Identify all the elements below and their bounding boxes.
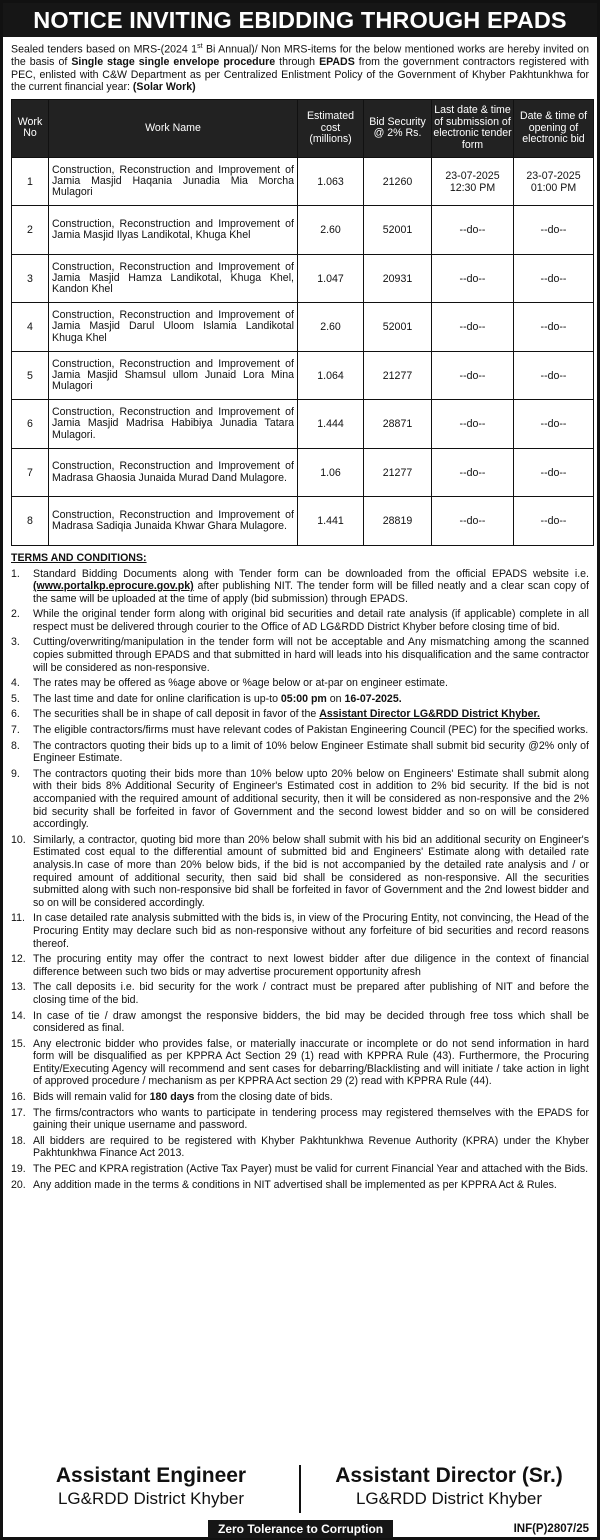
term-item: 5. The last time and date for online clarification is up-to 05:00 pm on 16-07-2025. xyxy=(11,692,402,705)
header-work-no: Work No xyxy=(12,99,49,157)
cell-security: 21277 xyxy=(364,351,432,400)
cell-security: 20931 xyxy=(364,254,432,303)
term-item: 8. The contractors quoting their bids up to a limit of 10% below Engineer Estimate shall submit bid security @2% only of Engineer Estimate. xyxy=(11,739,589,765)
cell-cost: 1.444 xyxy=(298,400,364,449)
cell-security: 21277 xyxy=(364,448,432,497)
cell-submission: --do-- xyxy=(432,497,514,546)
cell-cost: 2.60 xyxy=(298,206,364,255)
intro-paragraph: Sealed tenders based on MRS-(2024 1st Bi Annual)/ Non MRS-items for the below mentioned works are hereby invited on the basis of Single stage single envelope procedure through EPADS from the government contractors registered with PEC, enlisted with C&W Department as per Centralized Enlistment Policy of the Government of Khyber Pakhtunkhwa for the current financial year: (Solar Work) xyxy=(11,43,589,94)
cell-work-no: 2 xyxy=(12,206,49,255)
term-item: 16. Bids will remain valid for 180 days from the closing date of bids. xyxy=(11,1091,333,1104)
header-estimated-cost: Estimated cost (millions) xyxy=(298,99,364,157)
term-item: 14. In case of tie / draw amongst the responsive bidders, the bid may be decided through free toss which shall be considered as final. xyxy=(11,1009,589,1035)
cell-cost: 1.441 xyxy=(298,497,364,546)
terms-and-conditions xyxy=(11,552,589,1191)
cell-submission: --do-- xyxy=(432,351,514,400)
cell-submission: --do-- xyxy=(432,448,514,497)
cell-submission: --do-- xyxy=(432,254,514,303)
cell-work-no: 1 xyxy=(12,157,49,206)
signature-right xyxy=(301,1463,597,1517)
cell-work-name: Construction, Reconstruction and Improvement of Jamia Masjid Ilyas Landikotal, Khuga Khel xyxy=(49,206,298,255)
term-item: 7. The eligible contractors/firms must have relevant codes of Pakistan Engineering Council (PEC) for the specified works. xyxy=(11,724,589,737)
cell-security: 28871 xyxy=(364,400,432,449)
cell-opening: --do-- xyxy=(514,448,594,497)
term-item: 11. In case detailed rate analysis submitted with the bids is, in view of the Procuring Entity, not convincing, the Head of the Procuring Entity may declare such bid as non-responsive without any forfeiture of bid securities and record reasons thereof. xyxy=(11,912,589,950)
slogan-banner: Zero Tolerance to Corruption xyxy=(208,1520,393,1538)
cell-security: 52001 xyxy=(364,303,432,352)
terms-heading: TERMS AND CONDITIONS: xyxy=(11,551,147,564)
cell-security: 28819 xyxy=(364,497,432,546)
signature-left xyxy=(3,1463,299,1517)
cell-submission: --do-- xyxy=(432,400,514,449)
cell-opening: --do-- xyxy=(514,351,594,400)
works-table xyxy=(11,99,594,546)
cell-work-no: 6 xyxy=(12,400,49,449)
table-row xyxy=(12,206,594,255)
signatory-role: Assistant Director (Sr.) xyxy=(335,1464,563,1487)
cell-cost: 2.60 xyxy=(298,303,364,352)
term-item: 20. Any addition made in the terms & conditions in NIT advertised shall be implemented as per KPPRA Act & Rules. xyxy=(11,1178,557,1191)
cell-work-name: Construction, Reconstruction and Improvement of Jamia Masjid Hamza Landikotal, Khuga Khel, Kandon Khel xyxy=(49,254,298,303)
header-opening-date: Date & time of opening of electronic bid xyxy=(514,99,594,157)
term-item: 19. The PEC and KPRA registration (Active Tax Payer) must be valid for current Financial Year and attached with the Bids. xyxy=(11,1163,589,1176)
term-item: 13. The call deposits i.e. bid security for the work / contract must be prepared after publishing of NIT and before the closing time of the bid. xyxy=(11,981,589,1006)
table-row xyxy=(12,448,594,497)
cell-opening: --do-- xyxy=(514,497,594,546)
cell-cost: 1.063 xyxy=(298,157,364,206)
cell-work-no: 8 xyxy=(12,497,49,546)
header-work-name: Work Name xyxy=(49,99,298,157)
term-item: 17. The firms/contractors who wants to participate in tendering process may registered themselves with the EPADS for gaining their unique username and password. xyxy=(11,1106,589,1132)
table-row xyxy=(12,400,594,449)
advertisement-reference: INF(P)2807/25 xyxy=(513,1523,589,1535)
cell-submission: --do-- xyxy=(432,206,514,255)
cell-work-name: Construction, Reconstruction and Improvement of Madrasa Sadiqia Junaida Khwar Ghara Mulagore. xyxy=(49,497,298,546)
notice-title: NOTICE INVITING EBIDDING THROUGH EPADS xyxy=(3,3,597,37)
header-submission-date: Last date & time of submission of electronic tender form xyxy=(432,99,514,157)
cell-opening: --do-- xyxy=(514,303,594,352)
term-item: 1. Standard Bidding Documents along with Tender form can be downloaded from the official EPADS website i.e. (www.portalkp.eprocure.gov.pk) after publishing NIT. The tender form will be filled neatly and a clear scan copy of the same will be uploaded at the time of apply (bid submission) through EPADS. xyxy=(11,567,589,605)
term-item: 4. The rates may be offered as %age above or %age below or at-par on engineer estimate. xyxy=(11,677,448,690)
term-item: 2. While the original tender form along with original bid securities and detail rate analysis (if applicable) complete in all respect must be delivered through courier to the Office of AD LG&RDD District Khyber before closing time of bid. xyxy=(11,608,589,633)
cell-work-name: Construction, Reconstruction and Improvement of Jamia Masjid Shamsul ullom Junaid Lora Mina Mulagori xyxy=(49,351,298,400)
signatory-role: Assistant Engineer xyxy=(55,1464,247,1487)
table-row xyxy=(12,254,594,303)
cell-cost: 1.047 xyxy=(298,254,364,303)
header-bid-security: Bid Security @ 2% Rs. xyxy=(364,99,432,157)
cell-work-name: Construction, Reconstruction and Improvement of Jamia Masjid Darul Uloom Islamia Landikotal Khuga Khel xyxy=(49,303,298,352)
term-item: 12. The procuring entity may offer the contract to next lowest bidder after due diligence in the context of financial difference between such two bids or may advertise procurement opportunity afresh xyxy=(11,953,589,978)
term-item: 18. All bidders are required to be registered with Khyber Pakhtunkhwa Revenue Authority (KPRA) under the Khyber Pakhtunkhwa Finance Act 2013. xyxy=(11,1134,589,1160)
cell-opening: --do-- xyxy=(514,254,594,303)
cell-work-no: 4 xyxy=(12,303,49,352)
cell-submission: 23-07-2025 12:30 PM xyxy=(432,157,514,206)
cell-opening: 23-07-2025 01:00 PM xyxy=(514,157,594,206)
table-row xyxy=(12,157,594,206)
table-row xyxy=(12,351,594,400)
cell-work-no: 3 xyxy=(12,254,49,303)
table-row xyxy=(12,497,594,546)
signatory-department: LG&RDD District Khyber xyxy=(355,1489,543,1508)
term-item: 10. Similarly, a contractor, quoting bid more than 20% below shall submit with his bid an additional security on Engineer's Estimated cost equal to the differential amount of submitted bid and Engineers' Estimate along with detailed rate analysis.In case of more than 20% below bids, if the bid is not accompanied by the detailed rate analysis and / or required amount of additional security, then said bid shall be considered as non-responsive. All the securities submitted along with such non-responsive bid shall be forfeited in favor of Government and the 2nd lowest bidder and so on will be considered accordingly. xyxy=(11,833,589,909)
cell-security: 52001 xyxy=(364,206,432,255)
cell-security: 21260 xyxy=(364,157,432,206)
cell-work-name: Construction, Reconstruction and Improvement of Madrasa Ghaosia Junaida Murad Dand Mulagore. xyxy=(49,448,298,497)
cell-opening: --do-- xyxy=(514,400,594,449)
cell-cost: 1.06 xyxy=(298,448,364,497)
signature-block xyxy=(3,1463,597,1517)
cell-work-name: Construction, Reconstruction and Improvement of Jamia Masjid Madrisa Habibiya Junadia Tatara Mulagori. xyxy=(49,400,298,449)
term-item: 3. Cutting/overwriting/manipulation in the tender form will not be acceptable and Any mismatching among the scanned copies submitted through EPADS and that submitted in hard will leads into his disqualification and the same contractor will be considered as non-responsive. xyxy=(11,636,589,674)
term-item: 6. The securities shall be in shape of call deposit in favor of the Assistant Director LG&RDD District Khyber. xyxy=(11,708,540,721)
cell-cost: 1.064 xyxy=(298,351,364,400)
term-item: 9. The contractors quoting their bids more than 10% below upto 20% below on Engineers' Estimate shall submit along with their bids 8% Additional Security of Engineer's Estimated cost in addition to 2% bid security. If the bid is not accompanied with the required amount of additional security, then it will be considered as non-responsive and the 2% bid security shall be forfeited in favor of Government and the second lowest bidder and so on will be considered accordingly. xyxy=(11,767,589,831)
footer xyxy=(3,1520,597,1538)
cell-work-name: Construction, Reconstruction and Improvement of Jamia Masjid Haqania Junadia Mia Morcha Mulagori xyxy=(49,157,298,206)
signatory-department: LG&RDD District Khyber xyxy=(57,1489,245,1508)
cell-submission: --do-- xyxy=(432,303,514,352)
table-header-row xyxy=(12,99,594,157)
cell-work-no: 5 xyxy=(12,351,49,400)
term-item: 15. Any electronic bidder who provides false, or materially inaccurate or incomplete or do not send information in hard form will be disqualified as per KPPRA Act Section 29 (1) read with KPPRA Rule (43). Furthermore, the Procuring Entity/Executing Agency will recommend and sent cases for debarring/Blacklisting and will initiate / take action in light of approved procedure / mechanism as per KPPRA Act section 29 (2) read with KPPRA Rule (44). xyxy=(11,1037,589,1088)
epads-website-link[interactable]: (www.portalkp.eprocure.gov.pk) xyxy=(33,580,194,593)
table-row xyxy=(12,303,594,352)
cell-opening: --do-- xyxy=(514,206,594,255)
cell-work-no: 7 xyxy=(12,448,49,497)
